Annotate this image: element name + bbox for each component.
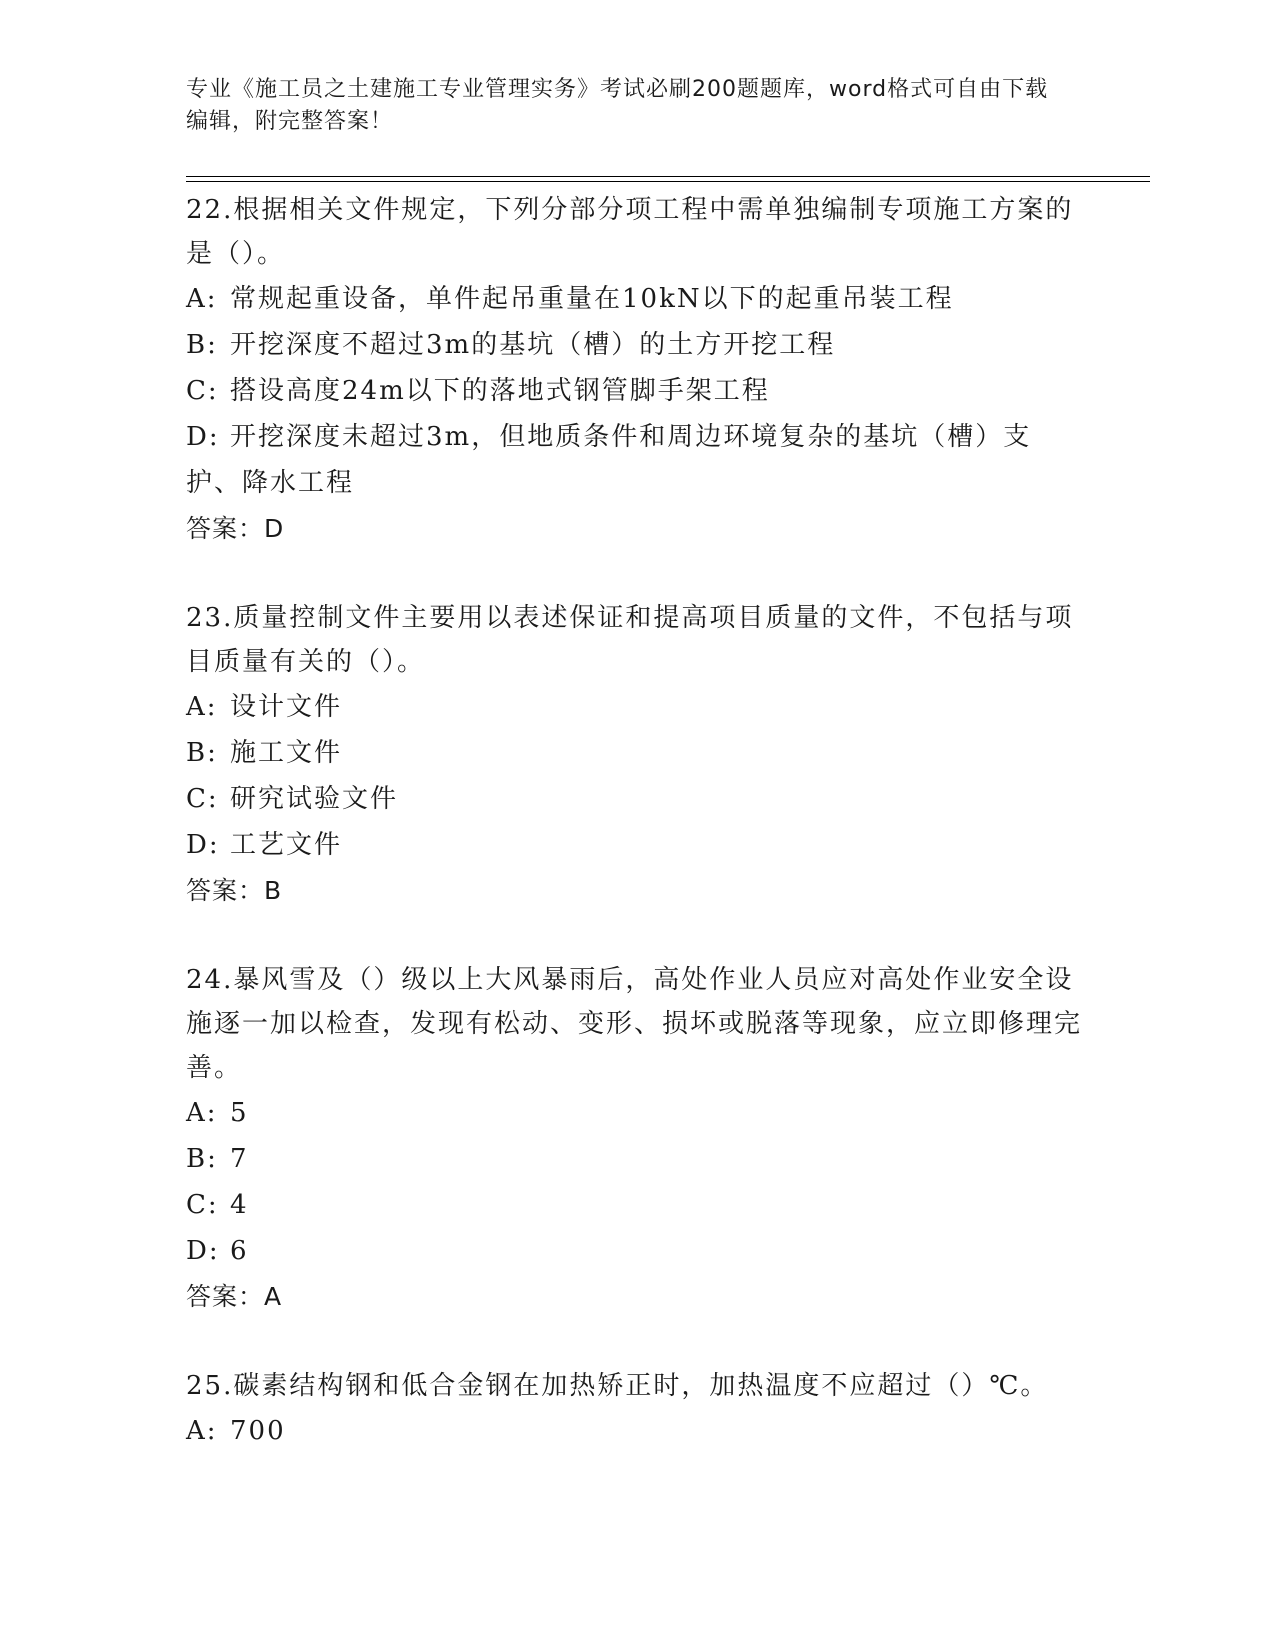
option-text: 7: [230, 1144, 249, 1174]
page-header: 专业《施工员之土建施工专业管理实务》考试必刷200题题库，word格式可自由下载编辑，附完整答案！: [186, 77, 1049, 134]
option-a: [186, 684, 1086, 730]
option-label: A:: [186, 692, 218, 722]
option-d: [186, 1228, 1086, 1274]
option-c: [186, 776, 1086, 822]
option-label: D:: [186, 1236, 220, 1266]
option-b: [186, 730, 1086, 776]
option-text: 常规起重设备，单件起吊重量在10kN以下的起重吊装工程: [230, 284, 954, 314]
option-label: D:: [186, 830, 220, 860]
option-text: 研究试验文件: [230, 784, 399, 814]
question-22: [186, 188, 1086, 552]
option-a: [186, 1090, 1086, 1136]
option-a: [186, 276, 1086, 322]
option-text: 开挖深度未超过3m，但地质条件和周边环境复杂的基坑（槽）支护、降水工程: [186, 422, 1032, 498]
option-label: C:: [186, 376, 219, 406]
option-text: 4: [230, 1190, 249, 1220]
option-text: 施工文件: [230, 738, 343, 768]
question-text: 23.质量控制文件主要用以表述保证和提高项目质量的文件，不包括与项目质量有关的（）。: [186, 603, 1074, 677]
option-label: B:: [186, 330, 218, 360]
answer-line: 答案：B: [186, 876, 283, 905]
option-label: D:: [186, 422, 220, 452]
option-d: [186, 414, 1086, 506]
option-text: 开挖深度不超过3m的基坑（槽）的土方开挖工程: [230, 330, 836, 360]
question-text: 24.暴风雪及（）级以上大风暴雨后，高处作业人员应对高处作业安全设施逐一加以检查，发现有松动、变形、损坏或脱落等现象，应立即修理完善。: [186, 965, 1083, 1083]
option-a: [186, 1408, 1086, 1454]
option-label: A:: [186, 1416, 218, 1446]
option-text: 6: [230, 1236, 249, 1266]
option-label: C:: [186, 784, 219, 814]
question-text: 25.碳素结构钢和低合金钢在加热矫正时，加热温度不应超过（）℃。: [186, 1371, 1049, 1401]
option-d: [186, 822, 1086, 868]
option-label: B:: [186, 738, 218, 768]
option-text: 5: [230, 1098, 249, 1128]
option-b: [186, 322, 1086, 368]
option-c: [186, 368, 1086, 414]
question-24: [186, 958, 1086, 1320]
answer-line: 答案：D: [186, 514, 285, 543]
question-25: [186, 1364, 1086, 1454]
option-label: B:: [186, 1144, 218, 1174]
option-b: [186, 1136, 1086, 1182]
option-label: A:: [186, 1098, 218, 1128]
option-text: 700: [230, 1416, 286, 1446]
question-list: [186, 188, 1086, 1454]
option-text: 工艺文件: [230, 830, 343, 860]
header-divider: [186, 176, 1150, 182]
option-label: A:: [186, 284, 218, 314]
question-23: [186, 596, 1086, 914]
option-label: C:: [186, 1190, 219, 1220]
option-c: [186, 1182, 1086, 1228]
answer-line: 答案：A: [186, 1282, 283, 1311]
option-text: 设计文件: [230, 692, 343, 722]
option-text: 搭设高度24m以下的落地式钢管脚手架工程: [230, 376, 770, 406]
question-text: 22.根据相关文件规定，下列分部分项工程中需单独编制专项施工方案的是（）。: [186, 195, 1074, 269]
